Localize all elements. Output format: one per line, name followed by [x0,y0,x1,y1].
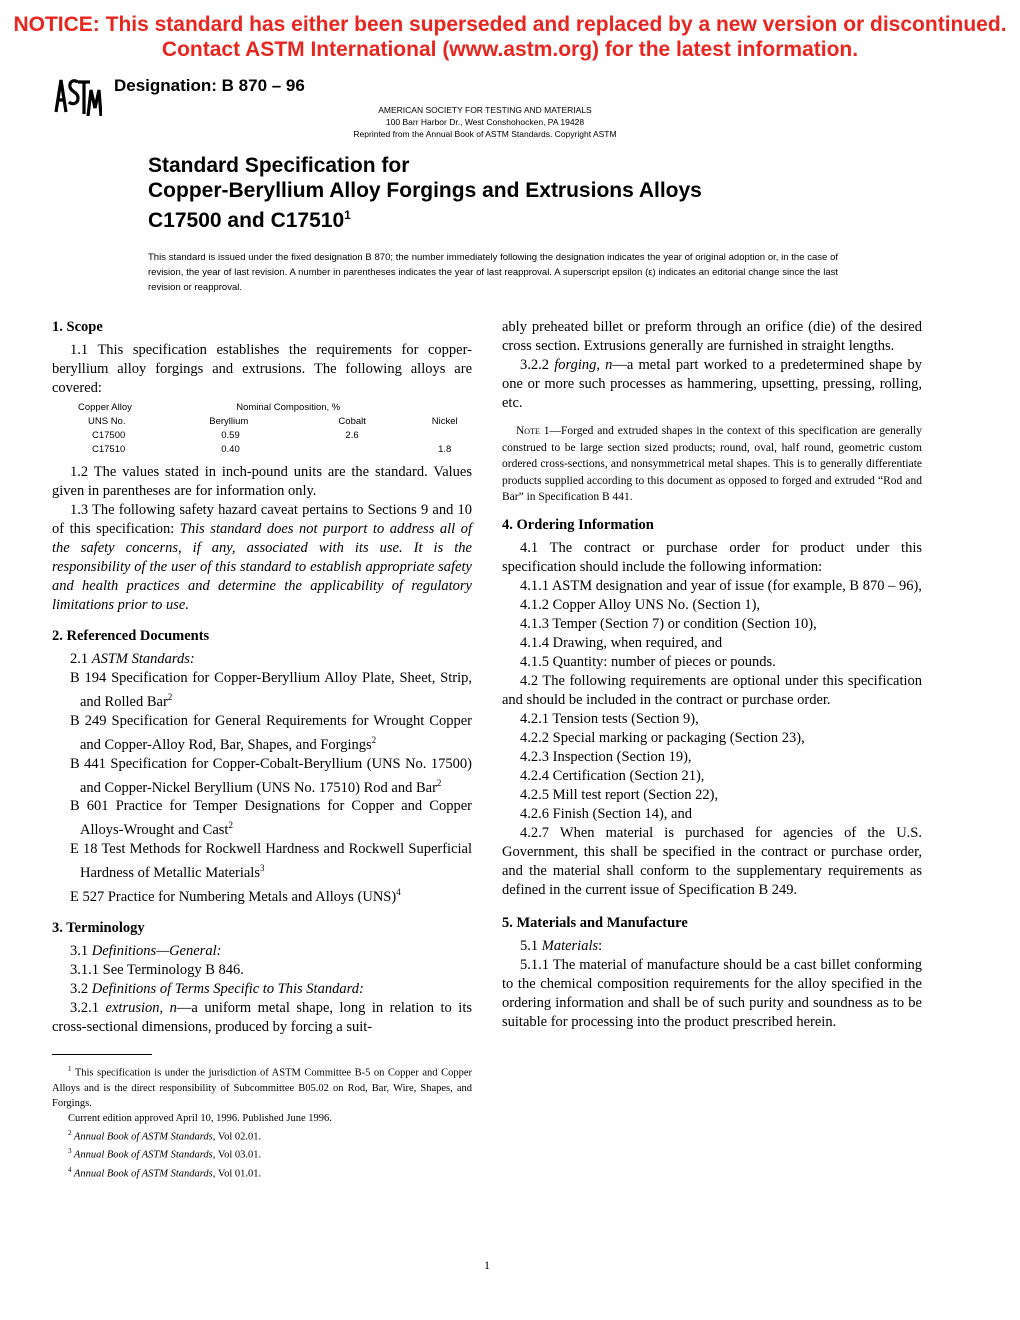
para-4-1-5: 4.1.5 Quantity: number of pieces or pounds. [520,653,776,670]
publisher-block [330,104,640,140]
notice-line-2: Contact ASTM International (www.astm.org) for the latest information. [161,38,859,61]
para-4-2-7: 4.2.7 When material is purchased for agencies of the U.S. Government, this shall be specified in the contract or purchase order, and the material shall conform to the supplementary requirements as defined in the current issue of Specification B 249. [502,824,922,898]
note-label: Note 1 [516,425,550,437]
notice-line-1: NOTICE: This standard has either been superseded and replaced by a new version or discontinued. [13,13,1007,36]
table-header-cell: Copper Alloy [78,402,132,413]
para-4-1-3: 4.1.3 Temper (Section 7) or condition (Section 10), [520,615,817,632]
reference-b249: B 249 Specification for General Requirements for Wrought Copper and Copper-Alloy Rod, Bar, Shapes, and Forgings$^2$ [70,712,472,753]
reference-b601: B 601 Practice for Temper Designations for Copper and Copper Alloys-Wrought and Cast$^2$ [70,798,472,839]
para-4-2-1: 4.2.1 Tension tests (Section 9), [520,710,699,727]
table-cell [417,429,472,443]
para-2-1: 2.1 ASTM Standards: [70,651,195,667]
reference-e527: E 527 Practice for Numbering Metals and Alloys (UNS)$^4$ [70,887,401,905]
section-4-heading: 4. Ordering Information [502,516,654,533]
footnote-1: $^1$ This specification is under the jurisdiction of ASTM Committee B-5 on Copper and Copper Alloys and is the direct responsibility of Subcommittee B05.02 on Rod, Bar, Wire, Shapes, and Forgings. [52,1065,472,1109]
table-header-cell: Nominal Composition, % [236,402,341,413]
table-header-row [78,415,472,429]
table-cell: 2.6 [345,430,359,441]
para-4-1-2: 4.1.2 Copper Alloy UNS No. (Section 1), [520,596,761,613]
publisher-address: 100 Barr Harbor Dr., West Conshohocken, PA 19428 [385,117,585,127]
safety-caveat: This standard does not purport to address all of the safety concerns, if any, associated with its use. It is the responsibility of the user of this standard to establish appropriate safety and health practices and determine the applicability of regulatory limitations prior to use. [52,521,473,613]
para-3-2-1-continued: ably preheated billet or preform through an orifice (die) of the desired cross section. Extrusions generally are furnished in straight lengths. [502,319,922,354]
supersession-notice [0,12,1020,62]
para-5-1-1: 5.1.1 The material of manufacture should be a cast billet conforming to the chemical composition requirements for the alloy specified in the ordering information and shall be of such purity and soundness as to be suitable for processing into the product prescribed herein. [502,956,922,1030]
para-5-1: 5.1 Materials: [520,937,603,954]
para-4-2-3: 4.2.3 Inspection (Section 19), [520,748,692,765]
table-header-cell: Nickel [431,416,458,427]
para-4-1-4: 4.1.4 Drawing, when required, and [520,634,723,651]
para-4-2-2: 4.2.2 Special marking or packaging (Section 23), [520,729,805,746]
table-cell: C17510 [92,444,126,455]
para-3-2-1: 3.2.1 extrusion, n—a uniform metal shape, long in relation to its cross-sectional dimensions, produced by forcing a suit- [52,999,473,1035]
table-header-cell: Beryllium [209,416,249,427]
para-1-1: 1.1 This specification establishes the requirements for copper-beryllium alloy forgings and extrusions. The following alloys are covered: [52,342,472,396]
para-1-2: 1.2 The values stated in inch-pound units are the standard. Values given in parentheses are for information only. [52,464,472,499]
title-line-3: C17500 and C17510$^1$ [148,208,351,232]
left-column [52,318,472,1037]
reference-e18: E 18 Test Methods for Rockwell Hardness and Rockwell Superficial Hardness of Metallic Materials$^3$ [70,841,472,882]
astm-logo-icon [52,72,102,122]
reference-b194: B 194 Specification for Copper-Beryllium Alloy Plate, Sheet, Strip, and Rolled Bar$^2$ [70,670,472,710]
table-row [78,429,472,443]
table-header-cell: UNS No. [88,416,126,427]
para-4-2-5: 4.2.5 Mill test report (Section 22), [520,786,719,803]
section-3-heading: 3. Terminology [52,919,145,936]
alloy-composition-table [78,401,472,457]
right-column [502,318,922,1032]
para-4-2-4: 4.2.4 Certification (Section 21), [520,767,705,784]
reference-b441: B 441 Specification for Copper-Cobalt-Beryllium (UNS No. 17500) and Copper-Nickel Beryllium (UNS No. 17510) Rod and Bar$^2$ [70,755,472,796]
section-5-heading: 5. Materials and Manufacture [502,914,688,931]
page-number: 1 [484,1258,490,1272]
title-line-1: Standard Specification for [148,154,410,177]
table-row [78,443,472,457]
para-3-2: 3.2 Definitions of Terms Specific to This Standard: [70,980,364,997]
section-2-heading: 2. Referenced Documents [52,628,210,644]
issuance-statement: This standard is issued under the fixed designation B 870; the number immediately following the designation indicates the year of original adoption or, in the case of revision, the year of last revision. A number in parentheses indicates the year of last reapproval. A superscript epsilon (ε) indicates an editorial change since the last revision or reapproval. [148,252,838,293]
publisher-name: AMERICAN SOCIETY FOR TESTING AND MATERIALS [378,105,592,115]
para-4-1-1: 4.1.1 ASTM designation and year of issue (for example, B 870 – 96), [520,577,922,594]
title-footnote-mark: 1 [344,208,351,222]
designation: Designation: B 870 – 96 [114,76,305,95]
table-cell: C17500 [92,430,126,441]
footnote-3: $^3$ Annual Book of ASTM Standards, Vol 03.01. [68,1147,262,1161]
note-1: Note 1—Forged and extruded shapes in the context of this specification are generally construed to be large section sized products; round, oval, half round, geometric custom ordered cross-sections, and nonsymmetrical metal shapes. This is to generally differentiate products supplied according to this document as opposed to forged and extruded “Rod and Bar” in Specification B 441. [502,425,923,503]
para-4-1: 4.1 The contract or purchase order for product under this specification should include the following information: [502,539,922,575]
para-3-1-1: 3.1.1 See Terminology B 846. [70,961,244,978]
footnote-1-edition: Current edition approved April 10, 1996. Published June 1996. [68,1112,332,1124]
para-4-2-6: 4.2.6 Finish (Section 14), and [520,805,692,822]
reprint-notice: Reprinted from the Annual Book of ASTM Standards. Copyright ASTM [353,129,617,139]
para-1-3: 1.3 The following safety hazard caveat pertains to Sections 9 and 10 of this specification: This standard does not purport to address all of the safety concerns, if any, associated with its use. It is the responsibility of the user of this standard to establish appropriate safety and health practices and determine the applicability of regulatory limitations prior to use. [52,502,473,613]
table-header-cell: Cobalt [338,416,366,427]
footnotes [52,1062,472,1181]
title-line-2: Copper-Beryllium Alloy Forgings and Extrusions Alloys [148,179,702,202]
para-3-1: 3.1 Definitions—General: [70,942,222,959]
section-1-heading: 1. Scope [52,319,103,335]
footnote-4: $^4$ Annual Book of ASTM Standards, Vol 01.01. [68,1165,262,1179]
footnote-divider [52,1054,152,1055]
table-cell: 0.59 [221,430,240,441]
table-cell [330,443,417,457]
table-cell: 1.8 [438,444,452,455]
footnote-2: $^2$ Annual Book of ASTM Standards, Vol 02.01. [68,1128,262,1142]
para-4-2: 4.2 The following requirements are optional under this specification and should be included in the contract or purchase order. [502,672,922,708]
document-title [148,153,848,233]
table-header-row [78,401,472,415]
table-cell: 0.40 [221,444,240,455]
para-3-2-2: 3.2.2 forging, n—a metal part worked to a predetermined shape by one or more such processes as hammering, upsetting, pressing, rolling, etc. [502,357,922,411]
